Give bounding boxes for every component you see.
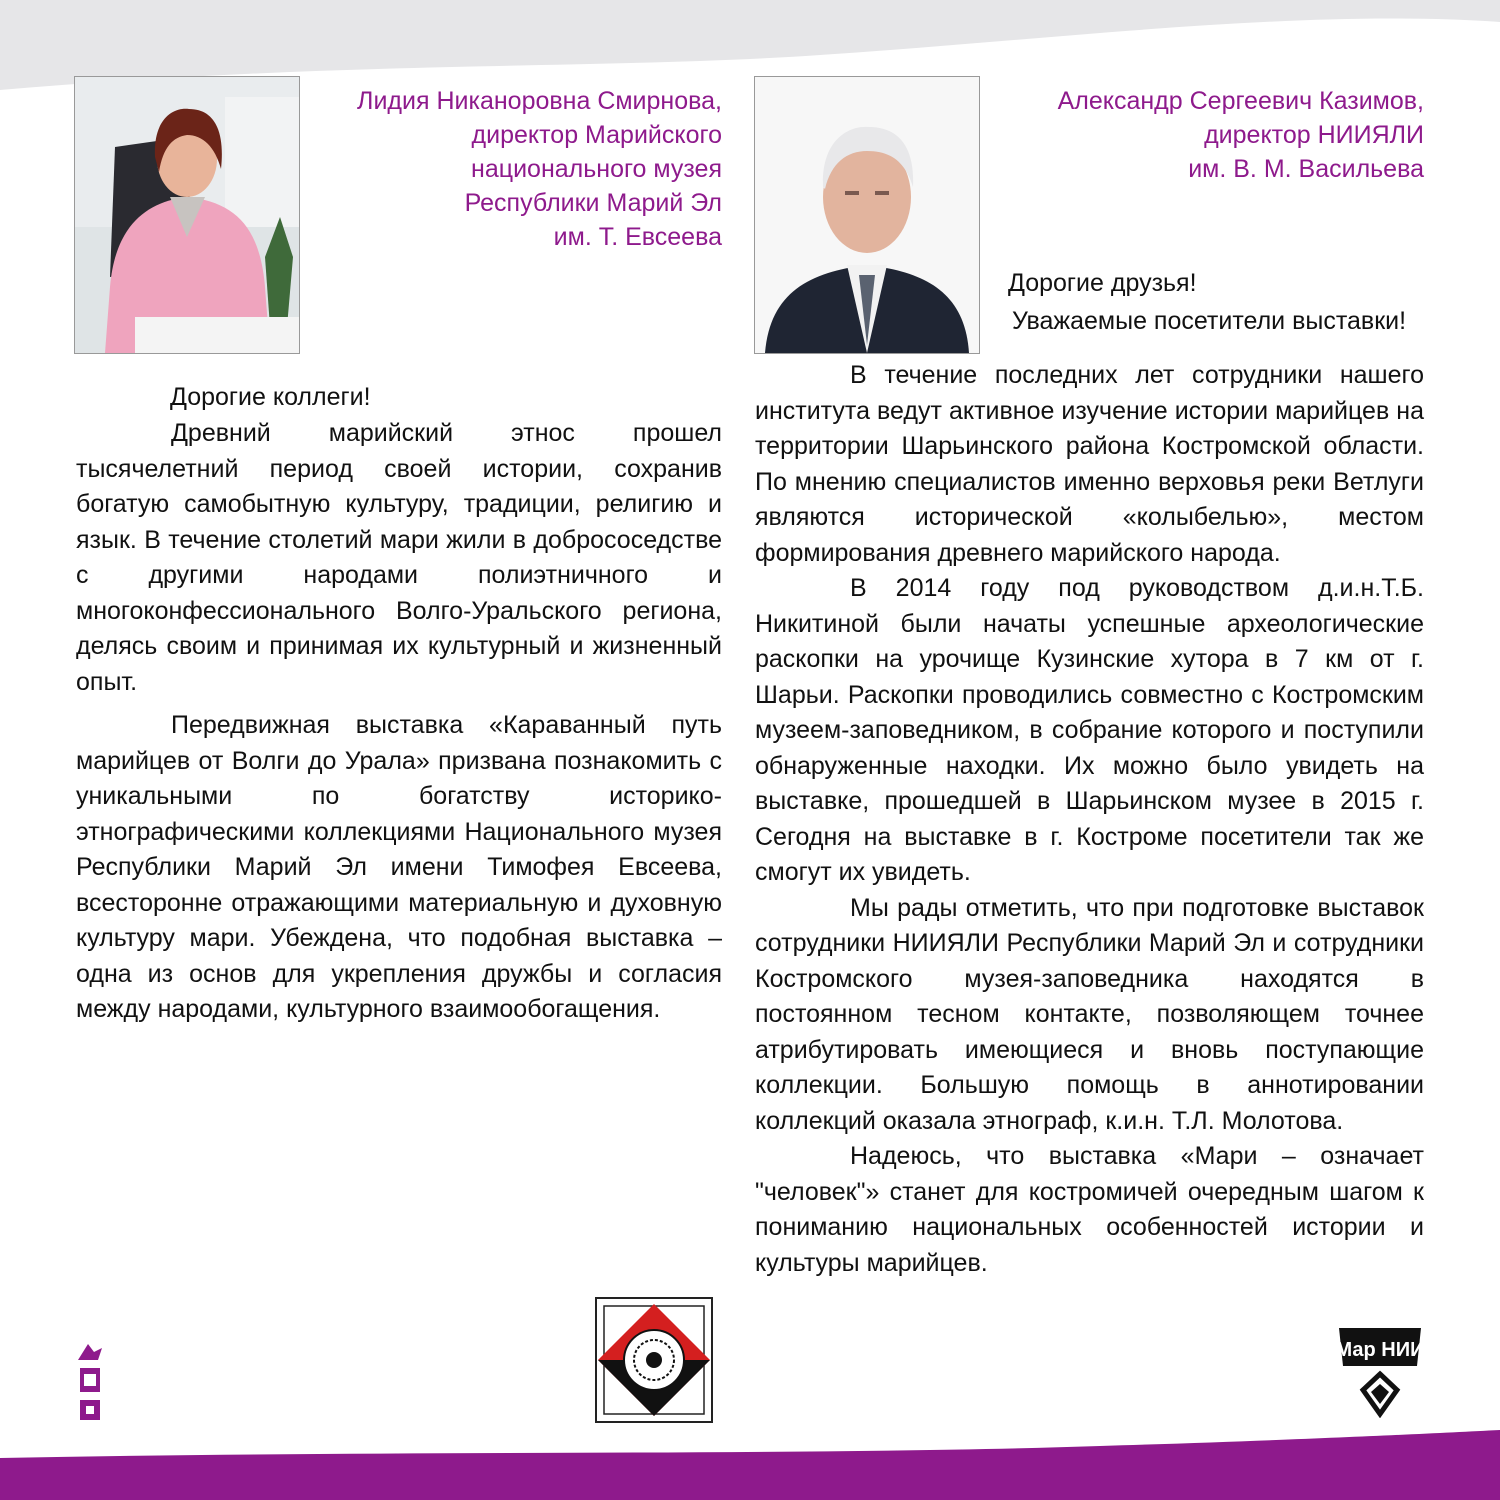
greeting-text: Дорогие друзья!: [1008, 269, 1197, 297]
signature-kazimov: [1058, 84, 1424, 186]
signature-line: им. В. М. Васильева: [1188, 155, 1424, 183]
greeting-text: Уважаемые посетители выставки!: [1012, 307, 1407, 335]
paragraph: Надеюсь, что выставка «Мари – означает "человек"» станет для костромичей очередным шагом к пониманию национальных особенностей истории и культуры марийцев.: [755, 1142, 1424, 1277]
portrait-photo-kazimov: [754, 76, 980, 354]
greeting-text: Дорогие коллеги!: [170, 383, 371, 411]
signature-line: Республики Марий Эл: [464, 189, 722, 217]
signature-line: директор НИИЯЛИ: [1204, 121, 1424, 149]
portrait-photo-smirnova: [74, 76, 300, 354]
mari-nii-logo-text: Мар НИИ: [1335, 1339, 1425, 1361]
letter-text-left: [76, 416, 722, 1028]
signature-smirnova: [357, 84, 722, 254]
signature-line: национального музея: [471, 155, 722, 183]
greeting-left: [170, 380, 371, 415]
paragraph: Мы рады отметить, что при подготовке выставок сотрудники НИИЯЛИ Республики Марий Эл и сотрудники Костромского музея-заповедника находятся в постоянном тесном контакте, позволяющем точнее атрибутировать имеющиеся и вновь поступающие коллекции. Большую помощь в аннотировании коллекций оказала этнограф, к.и.н. Т.Л. Молотова.: [755, 893, 1424, 1135]
paragraph: В 2014 году под руководством д.и.н.Т.Б. Никитиной были начаты успешные археологические раскопки на урочище Кузинские хутора в 7 км от г. Шарьи. Раскопки проводились совместно с Костромским музеем-заповедником, в собрание которого и поступили обнаруженные находки. Их можно было увидеть на выставке, прошедшей в Шарьинском музее в 2015 г. Сегодня на выставке в г. Костроме посетители так же смогут их увидеть.: [755, 574, 1424, 886]
mari-nii-logo: [1335, 1322, 1425, 1418]
paragraph: Передвижная выставка «Караванный путь марийцев от Волги до Урала» призвана познакомить с уникальными по богатству историко-этнографическими коллекциями Национального музея Республики Марий Эл имени Тимофея Евсеева, всесторонне отражающими материальную и духовную культуру мари. Убеждена, что подобная выставка – одна из основ для укрепления дружбы и согласия между народами, культурного взаимообогащения.: [76, 711, 722, 1023]
paragraph: Древний марийский этнос прошел тысячелетний период своей истории, сохранив богатую самобытную культуру, традиции, религию и язык. В течение столетий мари жили в добрососедстве с другими народами полиэтничного и многоконфессионального Волго-Уральского региона, делясь своим и принимая их культурный и жизненный опыт.: [76, 419, 722, 696]
paragraph: В течение последних лет сотрудники нашего института ведут активное изучение истории марийцев на территории Шарьинского района Костромской области. По мнению специалистов именно верховья реки Ветлуги являются исторической «колыбелью», местом формирования древнего марийского народа.: [755, 361, 1424, 567]
greeting-right: [1008, 266, 1406, 339]
signature-line: Лидия Никаноровна Смирнова,: [357, 87, 722, 115]
publisher-mark-icon: [76, 1340, 104, 1424]
signature-line: им. Т. Евсеева: [553, 223, 722, 251]
signature-line: Александр Сергеевич Казимов,: [1057, 87, 1424, 115]
signature-line: директор Марийского: [471, 121, 722, 149]
letter-text-right: [755, 358, 1424, 1281]
bottom-wave-decoration: [0, 1430, 1500, 1500]
museum-emblem-icon: [584, 1290, 724, 1430]
